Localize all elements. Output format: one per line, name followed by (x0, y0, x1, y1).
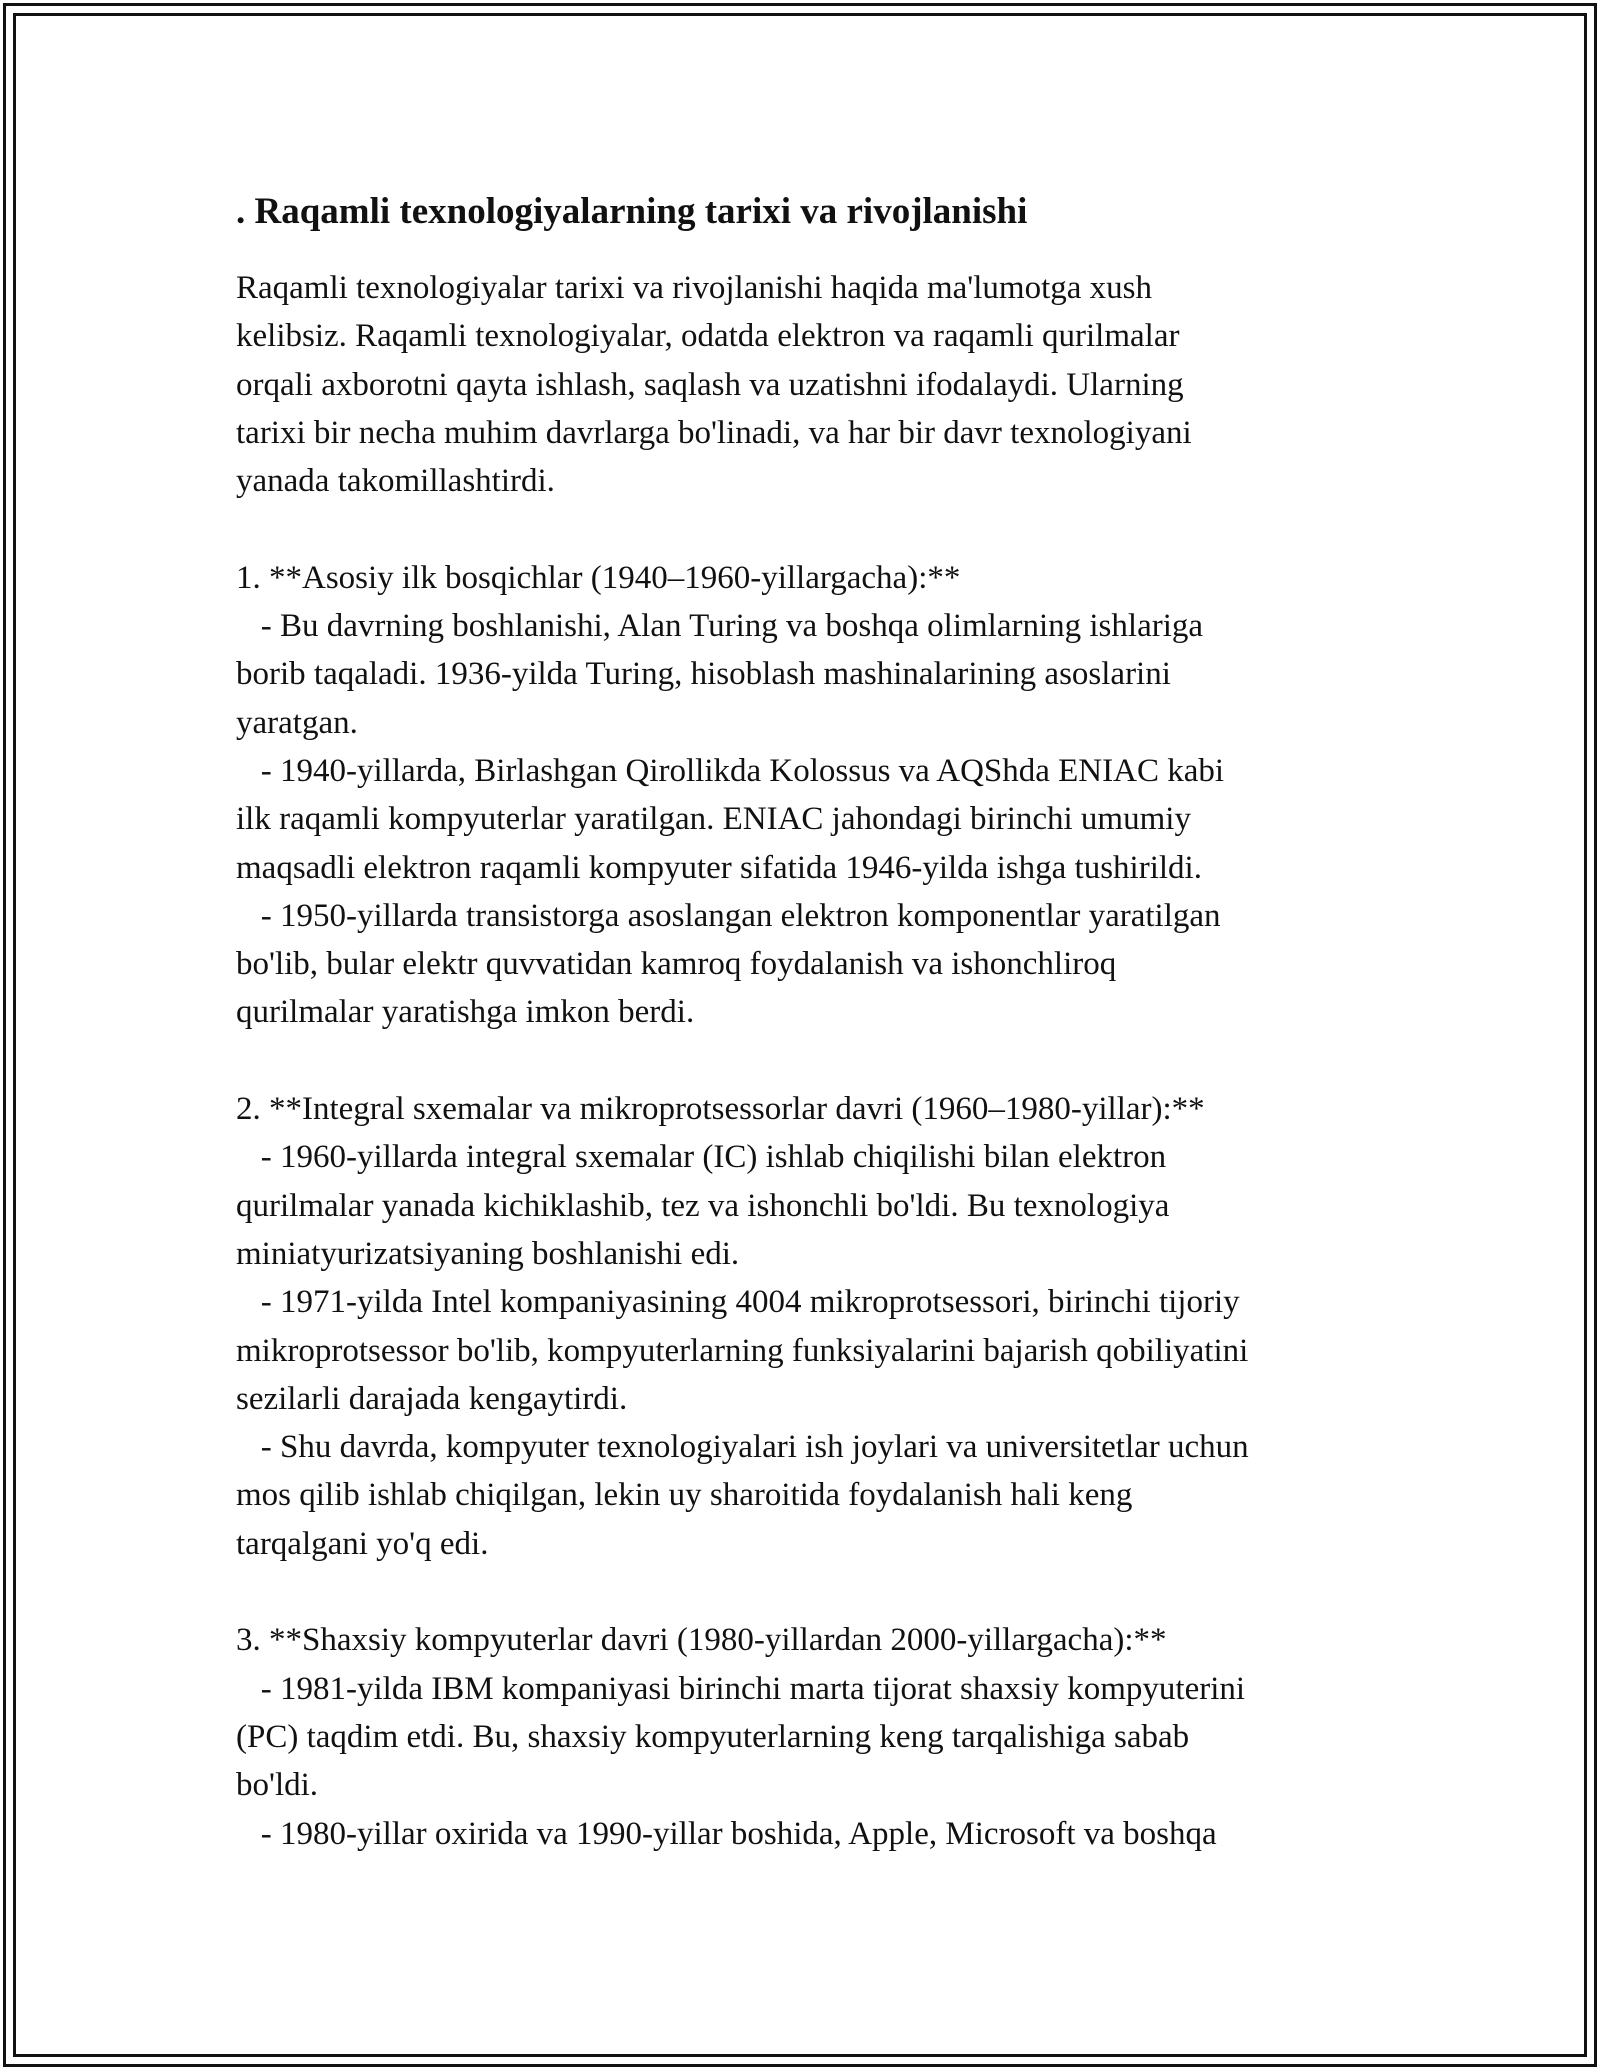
document-title: . Raqamli texnologiyalarning tarixi va rivojlanishi (236, 191, 1028, 232)
section-item: - 1971-yilda Intel kompaniyasining 4004 mikroprotsessori, birinchi tijoriy mikroprotsessor bo'lib, kompyuterlarning funksiyalarini bajarish qobiliyatini sezilarli darajada kengaytirdi. (236, 1284, 1249, 1417)
section-item: - 1950-yillarda transistorga asoslangan elektron komponentlar yaratilgan bo'lib, bular elektr quvvatidan kamroq foydalanish va ishonchliroq qurilmalar yaratishga imkon berdi. (236, 897, 1221, 1031)
section-2 (236, 1085, 1396, 1568)
section-item: - 1980-yillar oxirida va 1990-yillar boshida, Apple, Microsoft va boshqa (236, 1815, 1217, 1852)
intro-paragraph: Raqamli texnologiyalar tarixi va rivojlanishi haqida ma'lumotga xush kelibsiz. Raqamli texnologiyalar, odatda elektron va raqamli qurilmalar orqali axborotni qayta ishlash, saqlash va uzatishni ifodalaydi. Ularning tarixi bir necha muhim davrlarga bo'linadi, va har bir davr texnologiyani yanada takomillashtirdi. (236, 270, 1192, 500)
section-1 (236, 554, 1396, 1037)
section-heading: 2. **Integral sxemalar va mikroprotsessorlar davri (1960–1980-yillar):** (236, 1091, 1205, 1128)
section-item: - Bu davrning boshlanishi, Alan Turing va boshqa olimlarning ishlariga borib taqaladi. 1936-yilda Turing, hisoblash mashinalarining asoslarini yaratgan. (236, 608, 1204, 741)
section-3 (236, 1616, 1396, 1857)
section-heading: 3. **Shaxsiy kompyuterlar davri (1980-yillardan 2000-yillargacha):** (236, 1622, 1167, 1659)
document-body (236, 186, 1396, 1858)
section-item: - 1960-yillarda integral sxemalar (IC) ishlab chiqilishi bilan elektron qurilmalar yanada kichiklashib, tez va ishonchli bo'ldi. Bu texnologiya miniatyurizatsiyaning boshlanishi edi. (236, 1139, 1170, 1272)
section-heading: 1. **Asosiy ilk bosqichlar (1940–1960-yillargacha):** (236, 559, 961, 596)
section-item: - 1981-yilda IBM kompaniyasi birinchi marta tijorat shaxsiy kompyuterini (PC) taqdim etdi. Bu, shaxsiy kompyuterlarning keng tarqalishiga sabab bo'ldi. (236, 1670, 1246, 1804)
section-item: - Shu davrda, kompyuter texnologiyalari ish joylari va universitetlar uchun mos qilib ishlab chiqilgan, lekin uy sharoitida foydalanish hali keng tarqalgani yo'q edi. (236, 1429, 1249, 1562)
section-item: - 1940-yillarda, Birlashgan Qirollikda Kolossus va AQShda ENIAC kabi ilk raqamli kompyuterlar yaratilgan. ENIAC jahondagi birinchi umumiy maqsadli elektron raqamli kompyuter sifatida 1946-yilda ishga tushirildi. (236, 752, 1225, 886)
blank-line (236, 1568, 1396, 1616)
blank-line (236, 1037, 1396, 1085)
blank-line (236, 505, 1396, 553)
